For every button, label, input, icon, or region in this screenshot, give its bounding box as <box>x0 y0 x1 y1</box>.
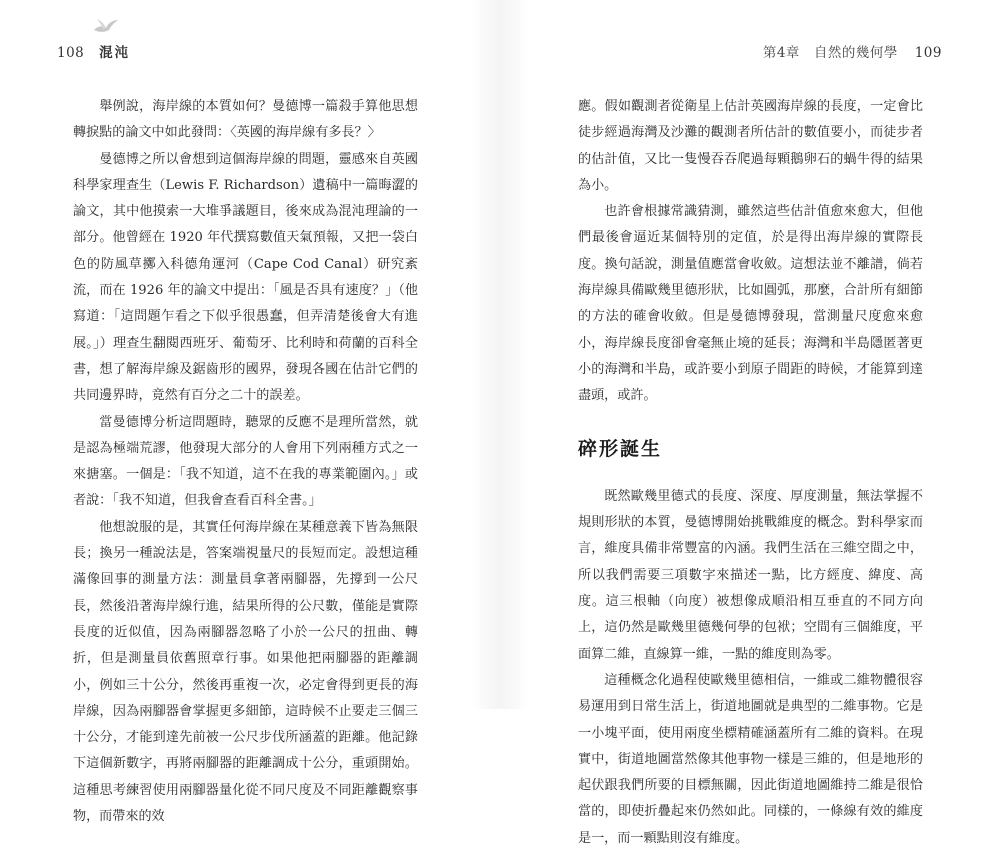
right-page-header <box>763 41 942 61</box>
left-page-number: 108 <box>57 45 85 61</box>
right-page-body <box>578 94 923 852</box>
body-paragraph: 舉例說，海岸線的本質如何？曼德博一篇殺手算他思想轉捩點的論文中如此發問：〈英國的海岸線有多長？〉 <box>73 99 418 141</box>
body-paragraph: 當曼德博分析這問題時，聽眾的反應不是理所當然，就是認為極端荒謬，他發現大部分的人會用下列兩種方式之一來搪塞。一個是：「我不知道，這不在我的專業範圍內。」或者說：「我不知道，但我會查看百科全書。」 <box>73 414 418 509</box>
book-running-title: 混沌 <box>99 45 131 61</box>
section-heading: 碎形誕生 <box>578 437 663 460</box>
right-page-number: 109 <box>914 45 942 61</box>
bird-ornament-icon <box>90 14 120 40</box>
body-paragraph: 既然歐幾里德式的長度、深度、厚度測量，無法掌握不規則形狀的本質，曼德博開始挑戰維度的概念。對科學家而言，維度具備非常豐富的內涵。我們生活在三維空間之中，所以我們需要三項數字來描述一點，比方經度、緯度、高度。這三根軸（向度）被想像成順沿相互垂直的不同方向上，這仍然是歐幾里德幾何學的包袱；空間有三個維度，平面算二維，直線算一維，一點的維度則為零。 <box>578 488 923 662</box>
left-page-header <box>57 41 130 61</box>
body-paragraph: 他想說服的是，其實任何海岸線在某種意義下皆為無限長；換另一種說法是，答案端視量尺的長短而定。設想這種滿像回事的測量方法：測量員拿著兩腳器，先撐到一公尺長，然後沿著海岸線行進，結果所得的公尺數，僅能是實際長度的近似值，因為兩腳器忽略了小於一公尺的扭曲、轉折，但是測量員依舊照章行事。如果他把兩腳器的距離調小，例如三十公分，然後再重複一次，必定會得到更長的海岸線，因為兩腳器會掌握更多細節，這時候不止要走三個三十公分，才能到達先前被一公尺步伐所涵蓋的距離。他記錄下這個新數字，再將兩腳器的距離調成十公分，重頭開始。這種思考練習使用兩腳器量化從不同尺度及不同距離觀察事物，而帶來的效 <box>73 519 418 825</box>
continuation-paragraph: 應。假如觀測者從衛星上估計英國海岸線的長度，一定會比徒步經過海灣及沙灘的觀測者所估計的數值要小，而徒步者的估計值，又比一隻慢吞吞爬過每顆鵝卵石的蝸牛得的結果為小。 <box>578 99 923 193</box>
left-page-body <box>73 94 418 830</box>
body-paragraph: 曼德博之所以會想到這個海岸線的問題，靈感來自英國科學家理查生（Lewis F. Richardson）遺稿中一篇晦澀的論文，其中他摸索一大堆爭議題目，後來成為混沌理論的一部分。他曾經在 1920 年代撰寫數值天氣預報，又把一袋白色的防風草擲入科德角運河（Cape Cod Canal）研究紊流，而在 1926 年的論文中提出：「風是否具有速度？」（他寫道：「這問題乍看之下似乎很愚蠢，但弄清楚後會大有進展。」）理查生翻閱西班牙、葡萄牙、比利時和荷蘭的百科全書，想了解海岸線及鋸齒形的國界，發現各國在估計它們的共同邊界時，竟然有百分之二十的誤差。 <box>73 151 418 404</box>
body-paragraph: 這種概念化過程使歐幾里德相信，一維或二維物體很容易運用到日常生活上，街道地圖就是典型的二維事物。它是一小塊平面，使用兩度坐標精確涵蓋所有二維的資料。在現實中，街道地圖當然像其他事物一樣是三維的，但是地形的起伏跟我們所要的目標無關，因此街道地圖維持二維是很恰當的，即使折疊起來仍然如此。同樣的，一條線有效的維度是一，而一顆點則沒有維度。 <box>578 672 923 846</box>
chapter-running-title: 第4章 自然的幾何學 <box>762 45 898 61</box>
body-paragraph: 也許會根據常識猜測，雖然這些估計值愈來愈大，但他們最後會逼近某個特別的定值，於是得出海岸線的實際長度。換句話說，測量值應當會收斂。這想法並不離譜，倘若海岸線具備歐幾里德形狀，比如圓弧，那麼，合計所有細節的方法的確會收斂。但是曼德博發現，當測量尺度愈來愈小，海岸線長度卻會毫無止境的延長；海灣和半島隱匿著更小的海灣和半島，或許要小到原子間距的時候，才能算到達盡頭，或許。 <box>578 204 923 404</box>
left-page <box>0 0 500 825</box>
